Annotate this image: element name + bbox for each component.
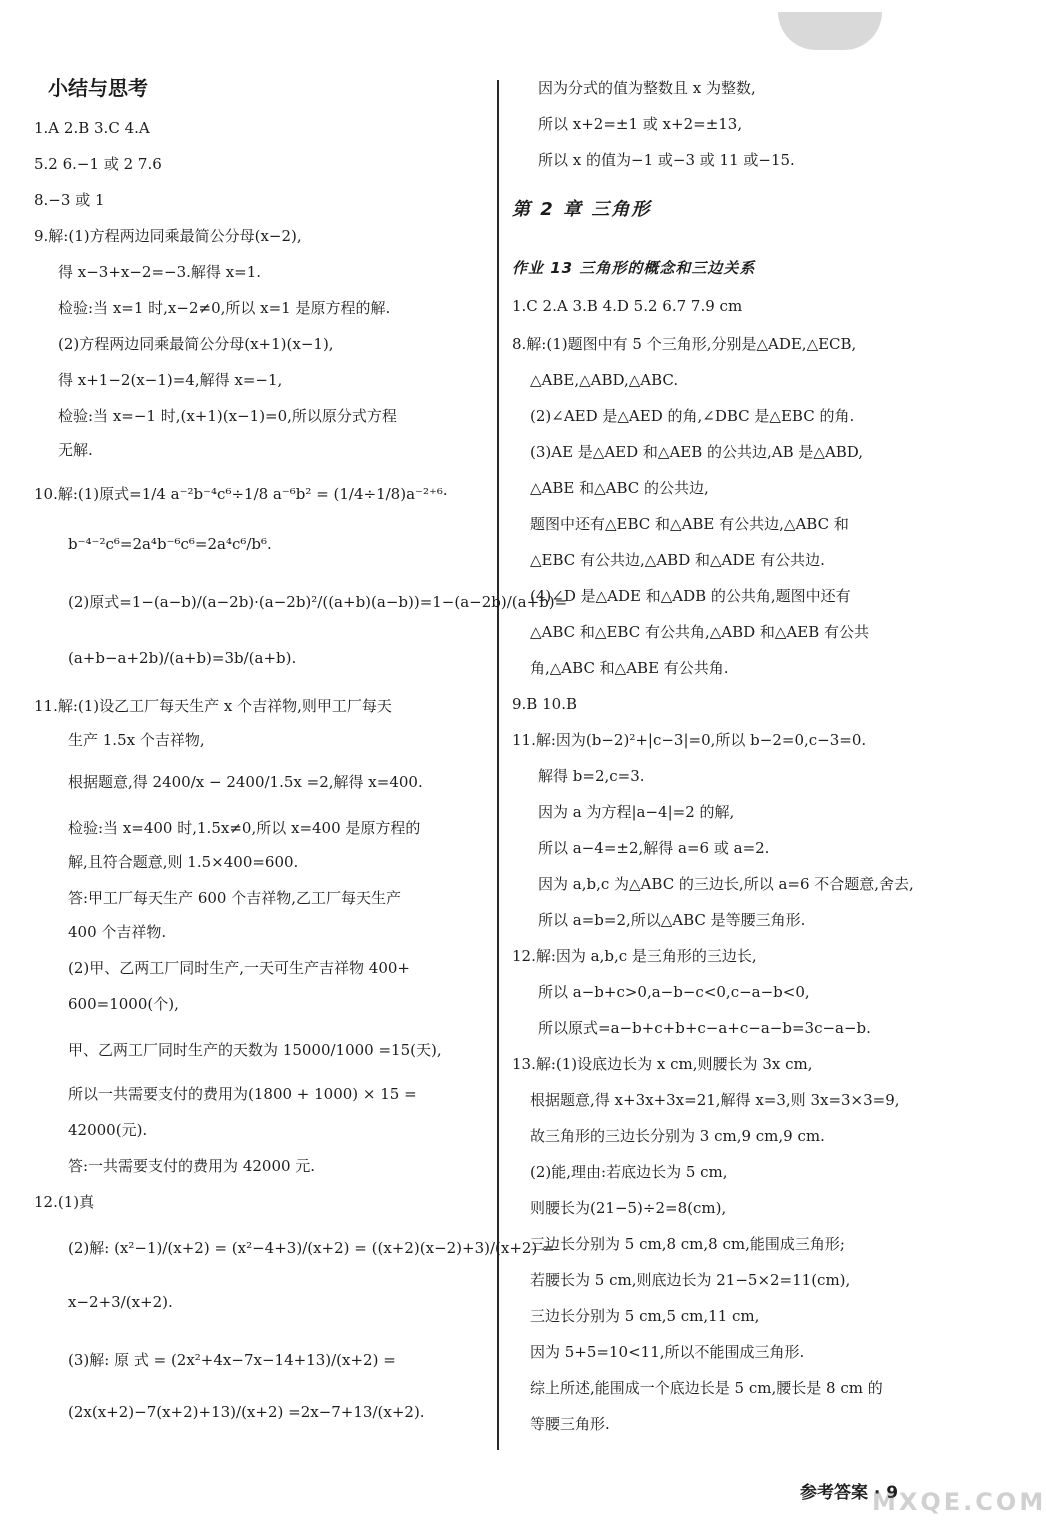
answer-line: (2)原式=1−(a−b)/(a−2b)·(a−2b)²/((a+b)(a−b))=1−(a−2b)/(a+b)= — [68, 593, 568, 611]
answer-line: x−2+3/(x+2). — [68, 1293, 173, 1311]
answer-line: 等腰三角形. — [530, 1415, 610, 1433]
answer-line: 根据题意,得 x+3x+3x=21,解得 x=3,则 3x=3×3=9, — [530, 1091, 900, 1109]
answer-line: 综上所述,能围成一个底边长是 5 cm,腰长是 8 cm 的 — [530, 1379, 883, 1397]
answer-line: 600=1000(个), — [68, 995, 179, 1013]
page-footer: 参考答案 · 9 — [800, 1483, 899, 1503]
answer-line: 所以 a−b+c>0,a−b−c<0,c−a−b<0, — [538, 983, 810, 1001]
answer-line: 检验:当 x=1 时,x−2≠0,所以 x=1 是原方程的解. — [58, 299, 391, 317]
answer-line: (3)解: 原 式 = (2x²+4x−7x−14+13)/(x+2) = — [68, 1351, 396, 1369]
answer-line: 检验:当 x=400 时,1.5x≠0,所以 x=400 是原方程的 — [68, 819, 421, 837]
answer-line: △ABE,△ABD,△ABC. — [530, 371, 679, 389]
answer-line: 11.解:因为(b−2)²+|c−3|=0,所以 b−2=0,c−3=0. — [512, 731, 867, 749]
answer-line: 检验:当 x=−1 时,(x+1)(x−1)=0,所以原分式方程 — [58, 407, 397, 425]
answer-line: (4)∠D 是△ADE 和△ADB 的公共角,题图中还有 — [530, 587, 851, 605]
answer-line: 因为 a 为方程|a−4|=2 的解, — [538, 803, 735, 821]
answer-line: 9.解:(1)方程两边同乘最简公分母(x−2), — [34, 227, 302, 245]
answer-line: 42000(元). — [68, 1121, 148, 1139]
answer-line: 故三角形的三边长分别为 3 cm,9 cm,9 cm. — [530, 1127, 825, 1145]
answer-line: 题图中还有△EBC 和△ABE 有公共边,△ABC 和 — [530, 515, 849, 533]
answer-line: (2)解: (x²−1)/(x+2) = (x²−4+3)/(x+2) = ((x+2)(x−2)+3)/(x+2) = — [68, 1239, 555, 1257]
section-heading: 小结与思考 — [48, 76, 148, 100]
answer-line: 10.解:(1)原式=1/4 a⁻²b⁻⁴c⁶÷1/8 a⁻⁶b² = (1/4÷1/8)a⁻²⁺⁶· — [34, 485, 448, 503]
answer-line: (2)甲、乙两工厂同时生产,一天可生产吉祥物 400+ — [68, 959, 410, 977]
answer-line: 11.解:(1)设乙工厂每天生产 x 个吉祥物,则甲工厂每天 — [34, 697, 392, 715]
answer-line: 所以 x+2=±1 或 x+2=±13, — [538, 115, 743, 133]
answer-line: 12.解:因为 a,b,c 是三角形的三边长, — [512, 947, 757, 965]
answer-line: △EBC 有公共边,△ABD 和△ADE 有公共边. — [530, 551, 825, 569]
answer-line: (2)方程两边同乘最简公分母(x+1)(x−1), — [58, 335, 334, 353]
answer-line: b⁻⁴⁻²c⁶=2a⁴b⁻⁶c⁶=2a⁴c⁶/b⁶. — [68, 535, 272, 553]
answer-line: 答:甲工厂每天生产 600 个吉祥物,乙工厂每天生产 — [68, 889, 401, 907]
page-corner-tab — [778, 12, 882, 50]
answer-line: 得 x−3+x−2=−3.解得 x=1. — [58, 263, 262, 281]
answer-line: △ABC 和△EBC 有公共角,△ABD 和△AEB 有公共 — [530, 623, 870, 641]
answer-line: 若腰长为 5 cm,则底边长为 21−5×2=11(cm), — [530, 1271, 851, 1289]
answer-line: (2x(x+2)−7(x+2)+13)/(x+2) =2x−7+13/(x+2). — [68, 1403, 425, 1421]
answer-line: 根据题意,得 2400/x − 2400/1.5x =2,解得 x=400. — [68, 773, 423, 791]
answer-line: 9.B 10.B — [512, 695, 577, 713]
chapter-title: 第 2 章 三角形 — [512, 199, 652, 220]
answer-line: (2)能,理由:若底边长为 5 cm, — [530, 1163, 728, 1181]
answer-line: △ABE 和△ABC 的公共边, — [530, 479, 709, 497]
answer-line: 所以原式=a−b+c+b+c−a+c−a−b=3c−a−b. — [538, 1019, 871, 1037]
answer-line: (2)∠AED 是△AED 的角,∠DBC 是△EBC 的角. — [530, 407, 855, 425]
answer-line: 8.解:(1)题图中有 5 个三角形,分别是△ADE,△ECB, — [512, 335, 857, 353]
answer-line: (a+b−a+2b)/(a+b)=3b/(a+b). — [68, 649, 297, 667]
answer-line: 因为 5+5=10<11,所以不能围成三角形. — [530, 1343, 805, 1361]
answer-line: 答:一共需要支付的费用为 42000 元. — [68, 1157, 316, 1175]
answer-line: (3)AE 是△AED 和△AEB 的公共边,AB 是△ABD, — [530, 443, 864, 461]
section-title: 作业 13 三角形的概念和三边关系 — [512, 259, 756, 277]
watermark: MXQE.COM — [872, 1488, 1046, 1516]
answer-line: 解得 b=2,c=3. — [538, 767, 645, 785]
answer-line: 生产 1.5x 个吉祥物, — [68, 731, 205, 749]
answer-line: 因为 a,b,c 为△ABC 的三边长,所以 a=6 不合题意,舍去, — [538, 875, 914, 893]
answer-line: 5.2 6.−1 或 2 7.6 — [34, 155, 162, 173]
answer-line: 三边长分别为 5 cm,5 cm,11 cm, — [530, 1307, 760, 1325]
answer-line: 400 个吉祥物. — [68, 923, 167, 941]
answer-line: 8.−3 或 1 — [34, 191, 105, 209]
answer-line: 1.C 2.A 3.B 4.D 5.2 6.7 7.9 cm — [512, 297, 743, 315]
answer-line: 所以 a−4=±2,解得 a=6 或 a=2. — [538, 839, 770, 857]
answer-line: 所以 a=b=2,所以△ABC 是等腰三角形. — [538, 911, 806, 929]
answer-line: 三边长分别为 5 cm,8 cm,8 cm,能围成三角形; — [530, 1235, 845, 1253]
answer-line: 13.解:(1)设底边长为 x cm,则腰长为 3x cm, — [512, 1055, 813, 1073]
answer-line: 1.A 2.B 3.C 4.A — [34, 119, 150, 137]
answer-line: 无解. — [58, 441, 93, 459]
answer-line: 12.(1)真 — [34, 1193, 95, 1211]
answer-line: 所以 x 的值为−1 或−3 或 11 或−15. — [538, 151, 795, 169]
answer-line: 甲、乙两工厂同时生产的天数为 15000/1000 =15(天), — [68, 1041, 442, 1059]
answer-line: 所以一共需要支付的费用为(1800 + 1000) × 15 = — [68, 1085, 417, 1103]
answer-line: 则腰长为(21−5)÷2=8(cm), — [530, 1199, 727, 1217]
answer-line: 解,且符合题意,则 1.5×400=600. — [68, 853, 299, 871]
answer-line: 因为分式的值为整数且 x 为整数, — [538, 79, 756, 97]
answer-line: 得 x+1−2(x−1)=4,解得 x=−1, — [58, 371, 283, 389]
answer-line: 角,△ABC 和△ABE 有公共角. — [530, 659, 729, 677]
